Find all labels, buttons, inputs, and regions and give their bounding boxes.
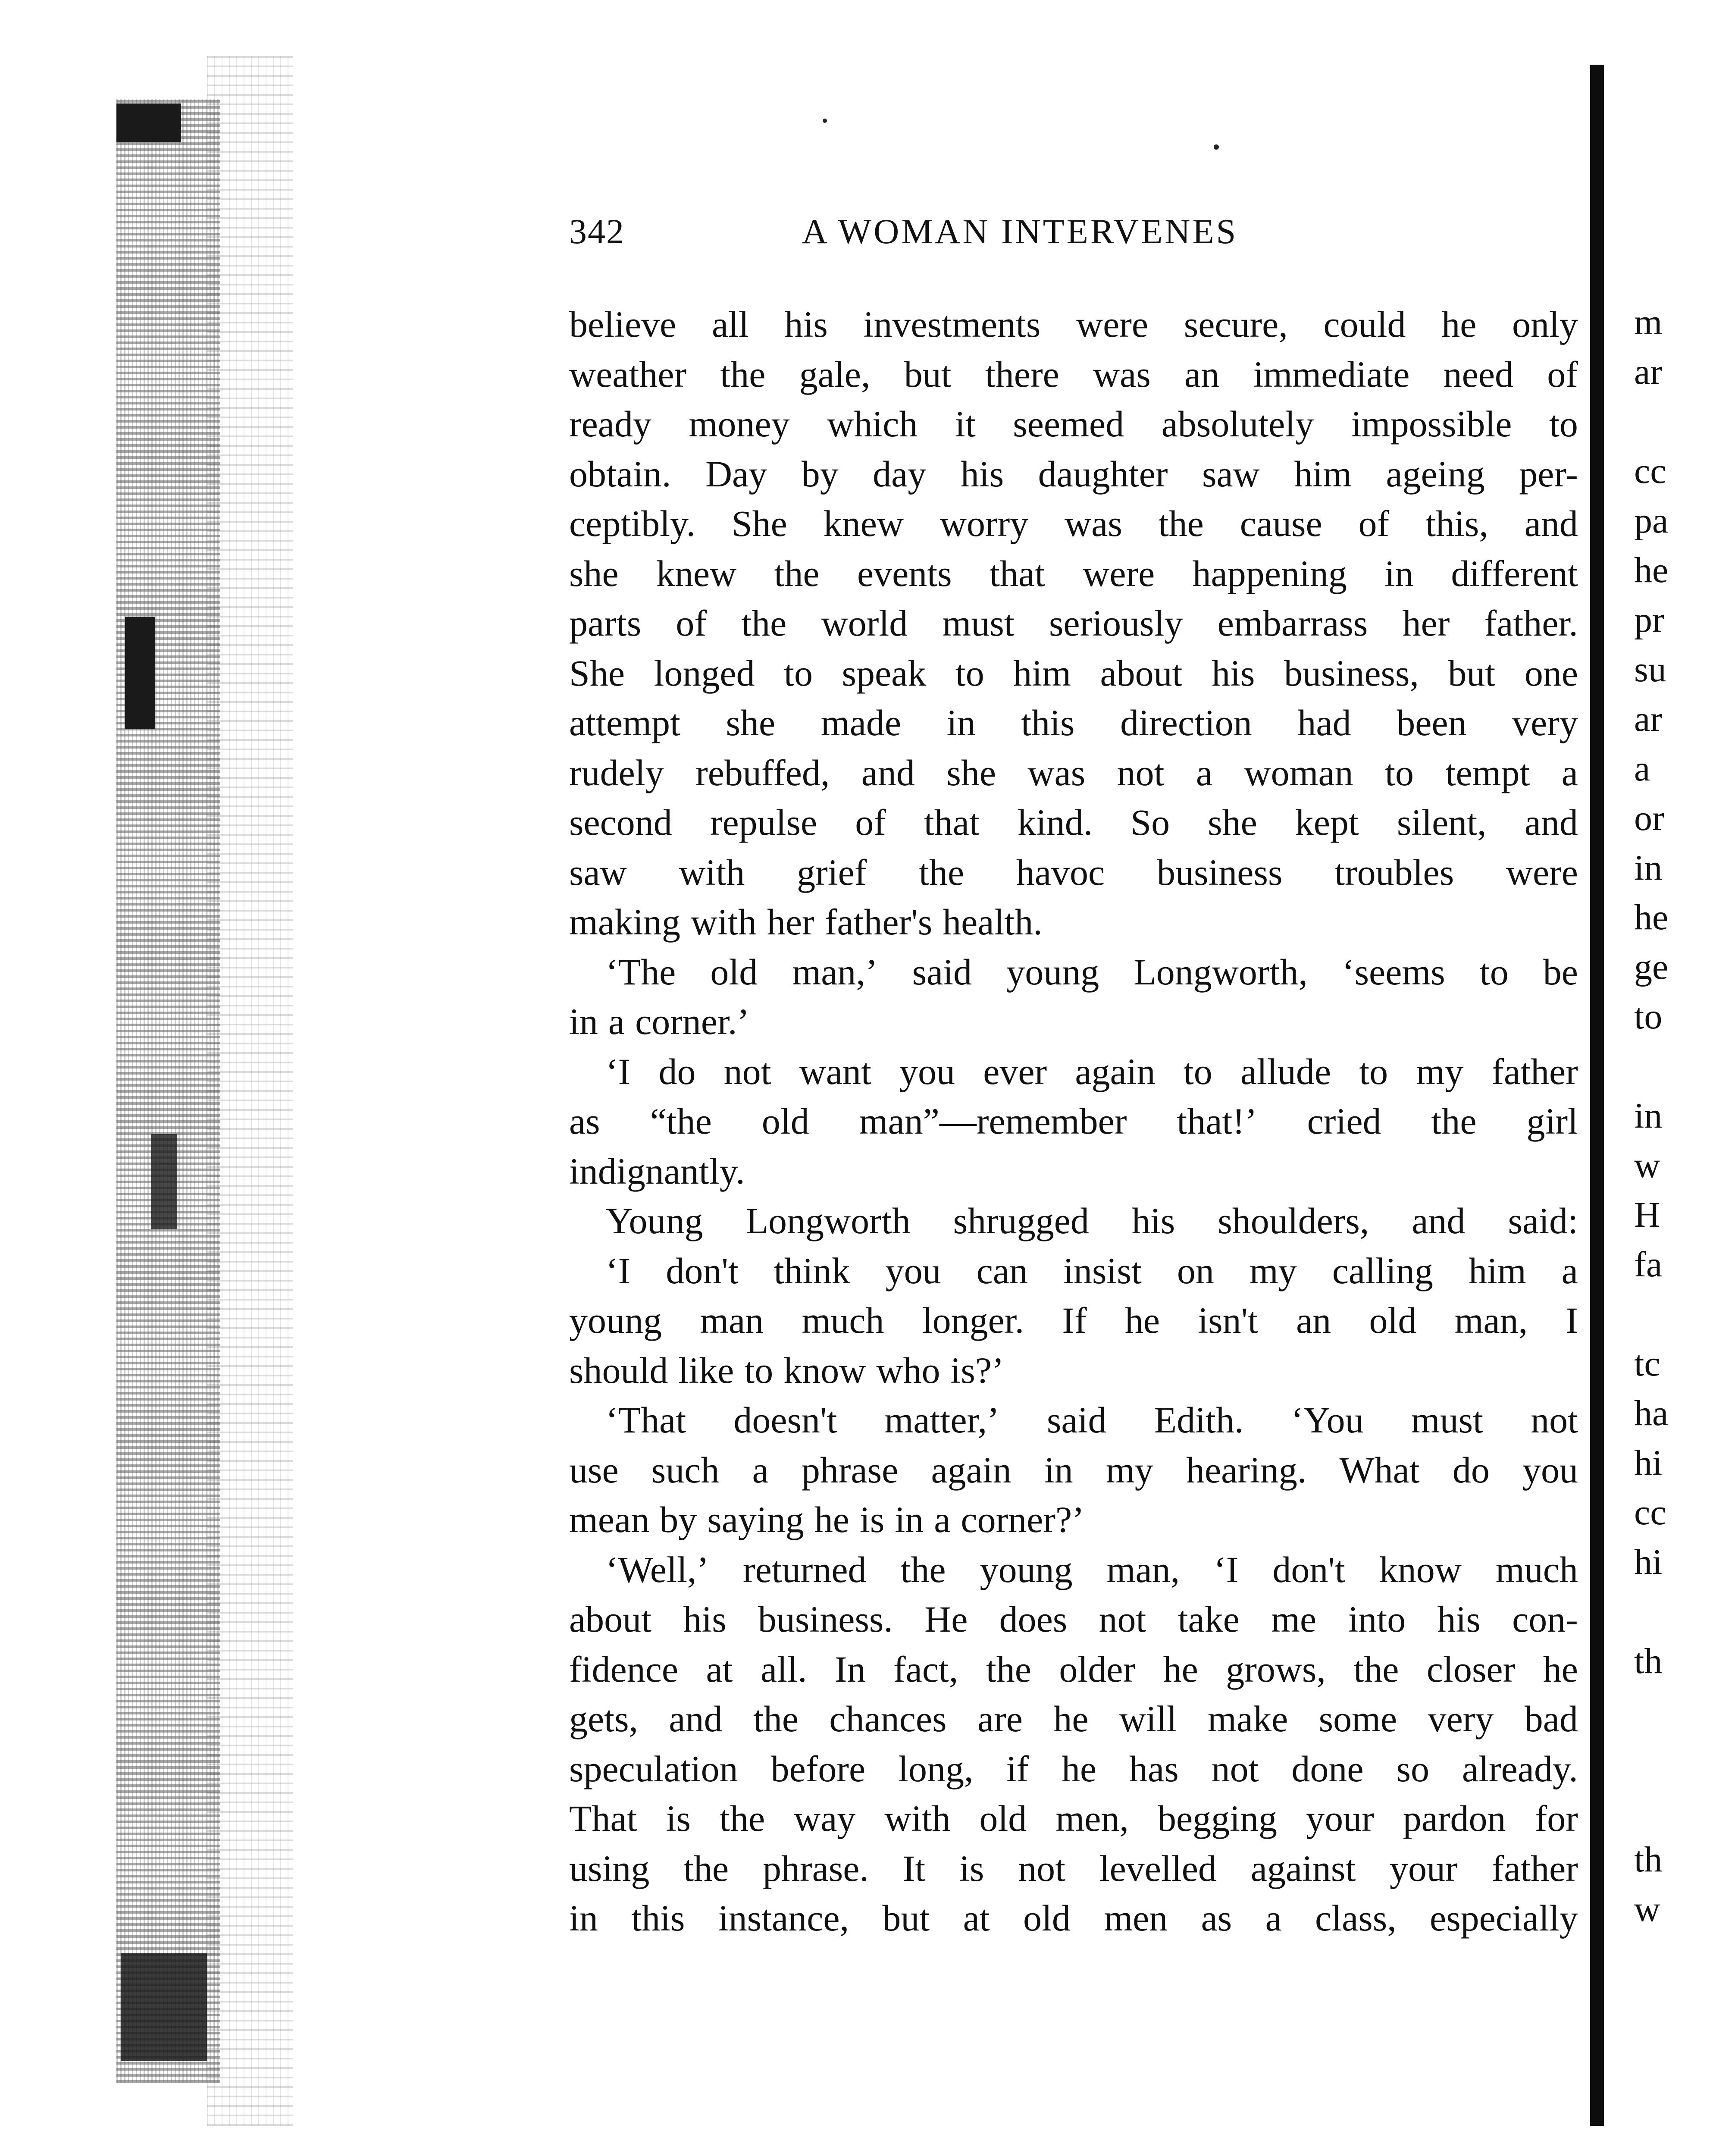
gutter-speckle — [207, 56, 293, 2126]
text-line: ‘Well,’ returned the young man, ‘I don't know much — [606, 1548, 1578, 1590]
text-line: speculation before long, if he has not done so already. — [569, 1748, 1578, 1789]
bleed-fragment: a — [1634, 749, 1650, 789]
bleed-fragment: or — [1634, 798, 1664, 838]
bleed-fragment — [1634, 1289, 1713, 1339]
bleed-fragment: m — [1634, 302, 1663, 342]
bleed-fragment: hi — [1634, 1542, 1663, 1582]
bleed-fragment: ar — [1634, 352, 1663, 392]
text-line: ‘That doesn't matter,’ said Edith. ‘You must not — [606, 1399, 1578, 1441]
body-text — [569, 300, 1578, 1943]
next-page-bleed — [1634, 298, 1713, 2109]
bleed-fragment: H — [1634, 1195, 1660, 1235]
text-line: she knew the events that were happening in different — [569, 552, 1578, 594]
bleed-fragment: tc — [1634, 1344, 1660, 1384]
text-line: in a corner.’ — [569, 1001, 750, 1042]
text-line: in this instance, but at old men as a class, especially — [569, 1897, 1578, 1939]
bleed-fragment: he — [1634, 550, 1669, 590]
text-line: weather the gale, but there was an immediate need of — [569, 353, 1578, 395]
bleed-fragment: pa — [1634, 501, 1669, 541]
text-line: rudely rebuffed, and she was not a woman to tempt a — [569, 752, 1578, 793]
bleed-fragment — [1634, 1587, 1713, 1636]
text-line: ‘The old man,’ said young Longworth, ‘seems to be — [606, 951, 1578, 993]
gutter-scan-noise — [116, 99, 220, 2083]
bleed-fragment: w — [1634, 1145, 1660, 1185]
gutter-dark-patch — [125, 617, 155, 729]
text-line: should like to know who is?’ — [569, 1349, 1004, 1391]
bleed-fragment: ge — [1634, 947, 1669, 987]
text-line: indignantly. — [569, 1150, 745, 1192]
bleed-fragment — [1634, 1785, 1713, 1835]
bleed-fragment: cc — [1634, 451, 1666, 491]
text-line: attempt she made in this direction had been very — [569, 702, 1578, 743]
text-line: use such a phrase again in my hearing. What do you — [569, 1449, 1578, 1491]
text-line: believe all his investments were secure, could he only — [569, 304, 1578, 345]
text-line: She longed to speak to him about his business, but one — [569, 652, 1578, 694]
bleed-fragment: in — [1634, 1096, 1663, 1136]
text-line: parts of the world must seriously embarrass her father. — [569, 602, 1578, 644]
gutter-dark-patch — [116, 103, 181, 142]
bleed-fragment: ha — [1634, 1393, 1669, 1433]
page-header — [569, 211, 1362, 267]
bleed-fragment — [1634, 397, 1713, 446]
bleed-fragment — [1634, 1041, 1713, 1091]
running-head: A WOMAN INTERVENES — [802, 212, 1238, 251]
page-number: 342 — [569, 212, 625, 251]
text-line: ‘I don't think you can insist on my calling him a — [606, 1250, 1578, 1291]
bleed-fragment: w — [1634, 1889, 1660, 1929]
text-line: ceptibly. She knew worry was the cause of this, and — [569, 503, 1578, 544]
bleed-fragment: th — [1634, 1641, 1663, 1681]
bleed-fragment: th — [1634, 1839, 1663, 1880]
text-line: making with her father's health. — [569, 901, 1043, 943]
text-line: Young Longworth shrugged his shoulders, and said: — [606, 1200, 1578, 1241]
text-line: about his business. He does not take me into his con- — [569, 1598, 1578, 1640]
text-line: as “the old man”—remember that!’ cried the girl — [569, 1100, 1578, 1142]
binding-gutter — [99, 56, 302, 2147]
text-line: obtain. Day by day his daughter saw him ageing per- — [569, 453, 1578, 495]
bleed-fragment — [1634, 1686, 1713, 1736]
bleed-fragment: fa — [1634, 1244, 1663, 1285]
bleed-fragment: to — [1634, 997, 1663, 1037]
text-line: second repulse of that kind. So she kept silent, and — [569, 802, 1578, 843]
text-line: mean by saying he is in a corner?’ — [569, 1499, 1084, 1540]
text-line: That is the way with old men, begging your pardon for — [569, 1798, 1578, 1839]
scan-speck — [823, 119, 827, 123]
bleed-fragment: su — [1634, 649, 1666, 689]
text-line: ready money which it seemed absolutely impossible to — [569, 403, 1578, 445]
text-line: saw with grief the havoc business troubles were — [569, 851, 1578, 893]
bleed-fragment: cc — [1634, 1492, 1666, 1532]
bleed-fragment: in — [1634, 848, 1663, 888]
bleed-fragment: pr — [1634, 600, 1664, 640]
page-edge-bar — [1590, 65, 1604, 2126]
text-line: using the phrase. It is not levelled against your father — [569, 1847, 1578, 1889]
text-line: young man much longer. If he isn't an old man, I — [569, 1300, 1578, 1341]
bleed-fragment: he — [1634, 897, 1669, 937]
text-line: ‘I do not want you ever again to allude to my father — [606, 1050, 1578, 1092]
text-line: gets, and the chances are he will make some very bad — [569, 1698, 1578, 1739]
text-line: fidence at all. In fact, the older he grows, the closer he — [569, 1648, 1578, 1690]
bleed-fragment — [1634, 1736, 1713, 1785]
bleed-fragment: hi — [1634, 1443, 1663, 1483]
gutter-dark-patch — [151, 1134, 177, 1229]
scan-speck — [1214, 144, 1219, 150]
bleed-fragment: ar — [1634, 699, 1663, 739]
gutter-dark-patch — [121, 1953, 207, 2061]
